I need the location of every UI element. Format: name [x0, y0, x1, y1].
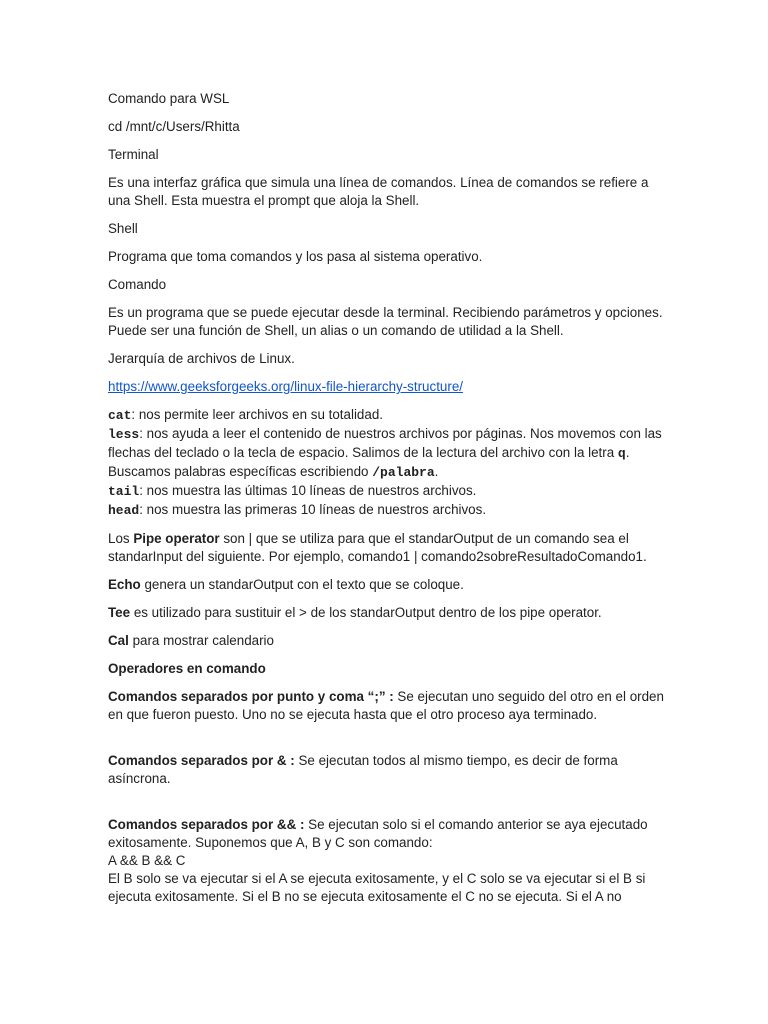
pipe-prefix: Los — [108, 531, 134, 546]
ampersand-term: Comandos separados por & : — [108, 753, 295, 768]
double-ampersand-description: Se ejecutan solo si el comando anterior se aya ejecutado exitosamente. Suponemos que A, B y C son comando: — [108, 817, 648, 850]
less-end: . — [434, 464, 439, 479]
tail-description: : nos muestra las últimas 10 líneas de nuestros archivos. — [139, 483, 477, 498]
tee-description: es utilizado para sustituir el > de los standarOutput dentro de los pipe operator. — [130, 605, 602, 620]
pipe-paragraph — [108, 530, 668, 566]
terminal-description: Es una interfaz gráfica que simula una línea de comandos. Línea de comandos se refiere a una Shell. Esta muestra el prompt que aloja la Shell. — [108, 175, 649, 208]
head-command: head — [108, 503, 140, 518]
terminal-heading: Terminal — [108, 147, 159, 162]
tee-term: Tee — [108, 605, 131, 620]
less-command: less — [108, 427, 140, 442]
less-line — [108, 426, 662, 479]
head-line — [108, 502, 486, 517]
hierarchy-link-paragraph — [108, 378, 668, 396]
ampersand-paragraph — [108, 752, 668, 788]
wsl-command: cd /mnt/c/Users/Rhitta — [108, 119, 240, 134]
operators-heading: Operadores en comando — [108, 661, 266, 676]
comando-heading: Comando — [108, 277, 167, 292]
document-body — [108, 90, 668, 906]
pipe-description: son | que se utiliza para que el standarOutput de un comando sea el standarInput del siguiente. Por ejemplo, comando1 | comando2sobreResultadoComando1. — [108, 531, 647, 564]
commands-list — [108, 406, 668, 520]
shell-heading: Shell — [108, 221, 138, 236]
hierarchy-link[interactable]: https://www.geeksforgeeks.org/linux-file-hierarchy-structure/ — [108, 379, 463, 394]
cat-description: : nos permite leer archivos en su totalidad. — [131, 407, 383, 422]
semicolon-term: Comandos separados por punto y coma “;” : — [108, 689, 394, 704]
cal-description: para mostrar calendario — [128, 633, 274, 648]
echo-term: Echo — [108, 577, 141, 592]
tail-line — [108, 483, 476, 498]
cal-paragraph — [108, 632, 668, 650]
tee-paragraph — [108, 604, 668, 622]
less-description-2: . Buscamos palabras específicas escribiendo — [108, 445, 630, 479]
double-ampersand-explanation: El B solo se va ejecutar si el A se ejecuta exitosamente, y el C solo se va ejecutar si el B si ejecuta exitosamente. Si el B no se ejecuta exitosamente el C no se ejecuta. Si el A no — [108, 871, 646, 904]
cal-term: Cal — [108, 633, 129, 648]
wsl-heading: Comando para WSL — [108, 91, 230, 106]
tail-command: tail — [108, 484, 140, 499]
less-description: : nos ayuda a leer el contenido de nuestros archivos por páginas. Nos movemos con las flechas del teclado o la tecla de espacio. Salimos de la lectura del archivo con la letra — [108, 426, 662, 460]
double-ampersand-term: Comandos separados por && : — [108, 817, 305, 832]
double-ampersand-example: A && B && C — [108, 853, 186, 868]
comando-description: Es un programa que se puede ejecutar desde la terminal. Recibiendo parámetros y opciones. Puede ser una función de Shell, un alias o un comando de utilidad a la Shell. — [108, 305, 663, 338]
less-q-key: q — [617, 446, 626, 461]
linux-hierarchy-heading: Jerarquía de archivos de Linux. — [108, 351, 295, 366]
echo-description: genera un standarOutput con el texto que se coloque. — [140, 577, 464, 592]
semicolon-description: Se ejecutan uno seguido del otro en el orden en que fueron puesto. Uno no se ejecuta hasta que el otro proceso aya terminado. — [108, 689, 664, 722]
head-description: : nos muestra las primeras 10 líneas de nuestros archivos. — [139, 502, 487, 517]
pipe-term: Pipe operator — [133, 531, 220, 546]
semicolon-paragraph — [108, 688, 668, 724]
ampersand-description: Se ejecutan todos al mismo tiempo, es decir de forma asíncrona. — [108, 753, 618, 786]
cat-command: cat — [108, 408, 132, 423]
double-ampersand-paragraph — [108, 816, 668, 906]
echo-paragraph — [108, 576, 668, 594]
less-search-example: /palabra — [372, 465, 435, 480]
shell-description: Programa que toma comandos y los pasa al sistema operativo. — [108, 249, 483, 264]
cat-line — [108, 407, 383, 422]
